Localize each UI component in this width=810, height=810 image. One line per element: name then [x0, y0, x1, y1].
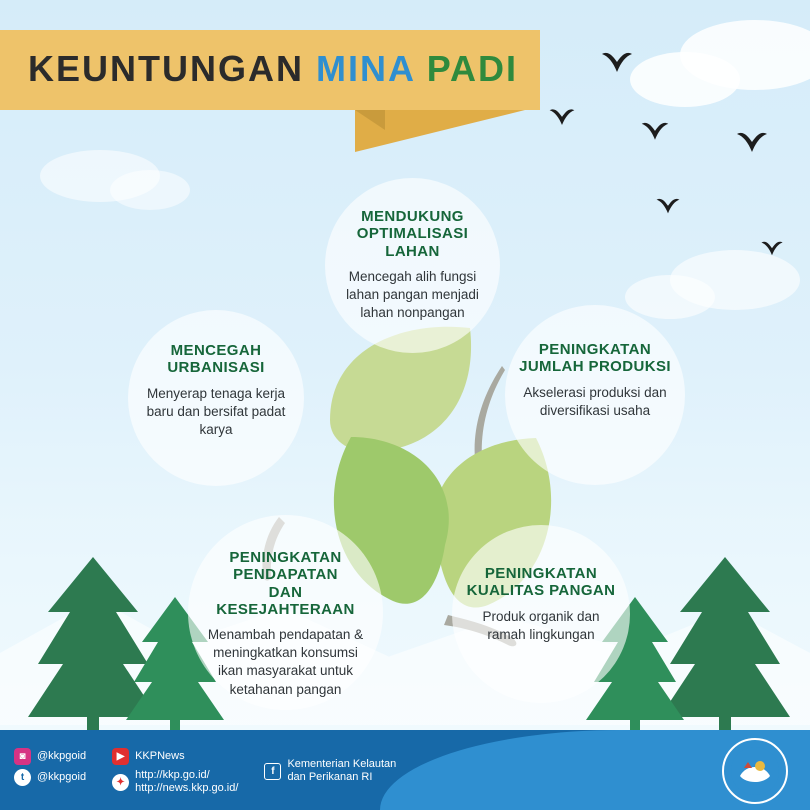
banner-notch-shape: [355, 110, 385, 130]
benefit-body: Menyerap tenaga kerja baru dan bersifat padat karya: [146, 385, 286, 437]
benefit-heading-line2: PENDAPATAN: [233, 566, 338, 584]
instagram-handle: @kkpgoid: [37, 750, 87, 762]
youtube-icon: ▶: [112, 748, 129, 765]
ministry-logo: [722, 738, 788, 804]
benefit-body: Produk organik dan ramah lingkungan: [482, 608, 600, 642]
benefit-heading-line2: OPTIMALISASI LAHAN: [356, 225, 469, 260]
cloud-shape: [110, 170, 190, 210]
social-youtube[interactable]: [112, 748, 238, 765]
benefit-heading: [200, 529, 371, 618]
benefit-heading-line1: MENCEGAH: [170, 342, 262, 359]
benefit-heading-line1: PENINGKATAN: [538, 341, 652, 358]
social-facebook[interactable]: [264, 758, 396, 786]
benefit-heading: [464, 539, 618, 600]
bird-icon: [760, 238, 784, 257]
website-url-1: http://kkp.go.id/: [135, 768, 210, 781]
title-part-1: KEUNTUNGAN: [28, 48, 304, 89]
benefit-circle-lahan[interactable]: [325, 178, 500, 353]
facebook-name-2: dan Perikanan RI: [287, 771, 373, 784]
benefit-body: Mencegah alih fungsi lahan pangan menjadi lahan nonpangan: [346, 268, 479, 321]
footer-social-links: [14, 744, 422, 801]
benefit-circle-urbanisasi[interactable]: [128, 310, 304, 486]
benefit-heading-line1: PENINGKATAN: [229, 549, 342, 566]
website-url-2: http://news.kkp.go.id/: [135, 782, 239, 795]
title-part-2: MINA: [316, 48, 415, 89]
cloud-shape: [625, 275, 715, 319]
social-website[interactable]: [112, 769, 238, 797]
globe-icon: ✦: [112, 774, 129, 791]
cloud-shape: [630, 52, 740, 107]
benefit-heading: [140, 324, 292, 377]
bird-icon: [655, 195, 681, 215]
benefit-heading-line2: KUALITAS PANGAN: [466, 582, 616, 600]
benefit-circle-produksi[interactable]: [505, 305, 685, 485]
benefit-heading: [337, 192, 488, 260]
page-title: [28, 48, 518, 90]
benefit-heading: [517, 319, 673, 376]
bird-icon: [735, 128, 769, 154]
twitter-handle: @kkpgoid: [37, 771, 87, 783]
social-instagram[interactable]: [14, 748, 86, 765]
benefit-heading-line1: MENDUKUNG: [361, 208, 464, 225]
twitter-icon: t: [14, 769, 31, 786]
benefit-heading-line1: PENINGKATAN: [484, 565, 598, 582]
facebook-icon: f: [264, 763, 281, 780]
benefit-body: Akselerasi produksi dan diversifikasi usaha: [523, 384, 667, 418]
instagram-icon: ◙: [14, 748, 31, 765]
title-part-3: PADI: [426, 48, 519, 89]
facebook-name-1: Kementerian Kelautan: [287, 757, 397, 770]
bird-icon: [548, 105, 576, 127]
bird-icon: [600, 48, 634, 74]
benefit-heading-line2: JUMLAH PRODUKSI: [519, 358, 671, 376]
benefit-body: Menambah pendapatan & meningkatkan konsumsi ikan masyarakat untuk ketahanan pangan: [207, 627, 364, 697]
benefit-circle-pendapatan[interactable]: [188, 515, 383, 710]
benefit-heading-line2: URBANISASI: [167, 359, 265, 377]
logo-emblem-icon: [730, 746, 780, 796]
benefit-circle-kualitas[interactable]: [452, 525, 630, 703]
benefit-heading-line3: DAN KESEJAHTERAAN: [216, 583, 355, 618]
bird-icon: [640, 118, 670, 142]
youtube-handle: KKPNews: [135, 750, 185, 762]
social-twitter[interactable]: [14, 769, 86, 786]
